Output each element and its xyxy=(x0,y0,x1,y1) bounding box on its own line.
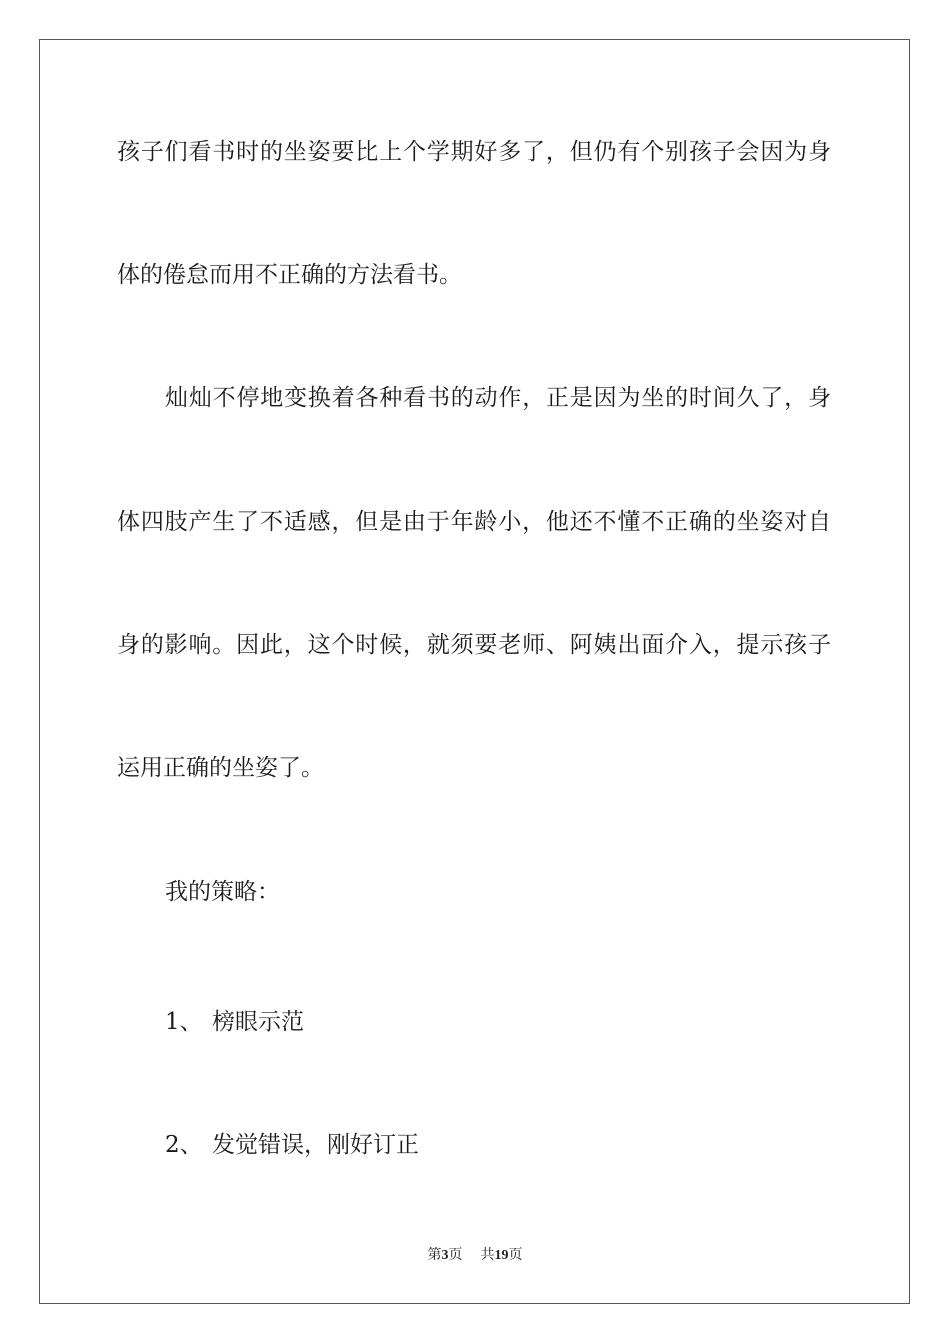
total-pages: 19 xyxy=(494,1248,509,1263)
list-item-number: 2、 xyxy=(165,1132,203,1158)
list-item-number: 1、 xyxy=(165,1009,203,1035)
page-footer xyxy=(0,1247,950,1265)
paragraph-line: 身的影响。因此，这个时候，就须要老师、阿姨出面介入，提示孩子 xyxy=(117,632,831,658)
page-frame xyxy=(39,39,910,1304)
paragraph-line: 灿灿不停地变换着各种看书的动作，正是因为坐的时间久了，身 xyxy=(165,385,831,411)
paragraph-line: 孩子们看书时的坐姿要比上个学期好多了，但仍有个别孩子会因为身 xyxy=(117,139,831,165)
page-suffix: 页 xyxy=(448,1248,463,1263)
page-prefix: 第 xyxy=(427,1248,442,1263)
page-number: 3 xyxy=(441,1248,449,1263)
paragraph-line: 运用正确的坐姿了。 xyxy=(117,755,324,781)
total-suffix: 页 xyxy=(508,1248,523,1263)
total-prefix: 共 xyxy=(480,1248,495,1263)
list-item-text: 榜眼示范 xyxy=(212,1009,304,1035)
paragraph-line: 体四肢产生了不适感，但是由于年龄小，他还不懂不正确的坐姿对自 xyxy=(117,509,831,535)
strategy-heading: 我的策略： xyxy=(165,879,280,905)
list-item-text: 发觉错误，刚好订正 xyxy=(212,1132,419,1158)
paragraph-line: 体的倦怠而用不正确的方法看书。 xyxy=(117,262,462,288)
